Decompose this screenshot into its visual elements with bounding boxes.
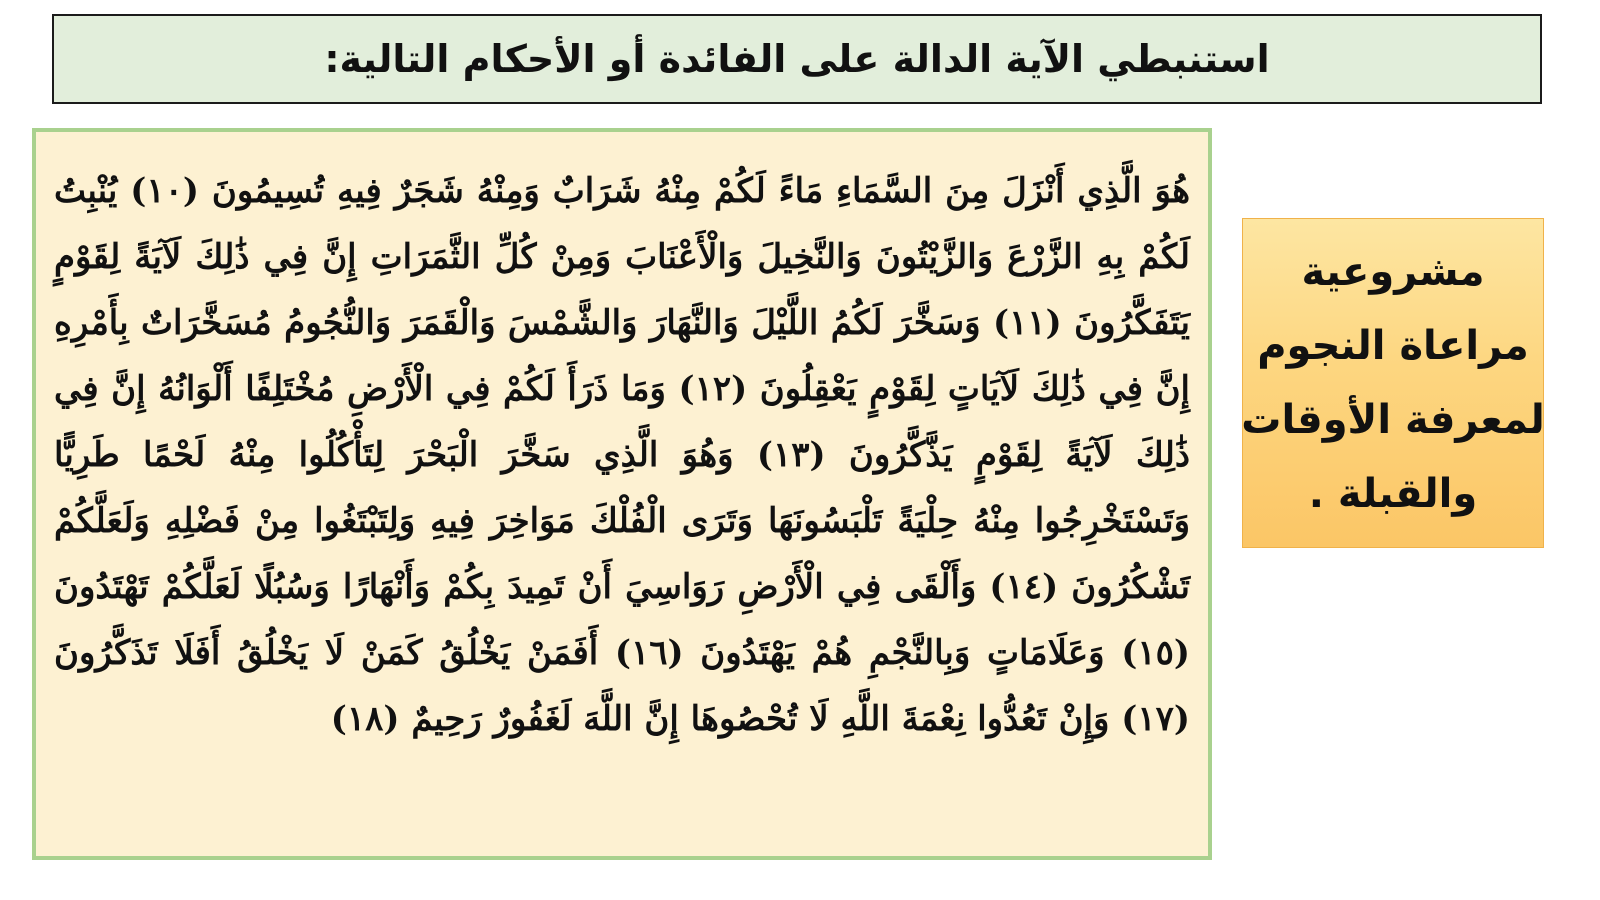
question-title: استنبطي الآية الدالة على الفائدة أو الأحكام التالية:: [324, 37, 1270, 81]
note-line-4: والقبلة .: [1308, 471, 1478, 517]
note-line-2: مراعاة النجوم: [1257, 323, 1529, 369]
note-line-1: مشروعية: [1301, 249, 1485, 295]
quran-verses-text: هُوَ الَّذِي أَنْزَلَ مِنَ السَّمَاءِ مَاءً لَكُمْ مِنْهُ شَرَابٌ وَمِنْهُ شَجَرٌ فِيهِ تُسِيمُونَ (١٠) يُنْبِتُ لَكُمْ بِهِ الزَّرْعَ وَالزَّيْتُونَ وَالنَّخِيلَ وَالْأَعْنَابَ وَمِنْ كُلِّ الثَّمَرَاتِ إِنَّ فِي ذَٰلِكَ لَآيَةً لِقَوْمٍ يَتَفَكَّرُونَ (١١) وَسَخَّرَ لَكُمُ اللَّيْلَ وَالنَّهَارَ وَالشَّمْسَ وَالْقَمَرَ وَالنُّجُومُ مُسَخَّرَاتٌ بِأَمْرِهِ إِنَّ فِي ذَٰلِكَ لَآيَاتٍ لِقَوْمٍ يَعْقِلُونَ (١٢) وَمَا ذَرَأَ لَكُمْ فِي الْأَرْضِ مُخْتَلِفًا أَلْوَانُهُ إِنَّ فِي ذَٰلِكَ لَآيَةً لِقَوْمٍ يَذَّكَّرُونَ (١٣) وَهُوَ الَّذِي سَخَّرَ الْبَحْرَ لِتَأْكُلُوا مِنْهُ لَحْمًا طَرِيًّا وَتَسْتَخْرِجُوا مِنْهُ حِلْيَةً تَلْبَسُونَهَا وَتَرَى الْفُلْكَ مَوَاخِرَ فِيهِ وَلِتَبْتَغُوا مِنْ فَضْلِهِ وَلَعَلَّكُمْ تَشْكُرُونَ (١٤) وَأَلْقَى فِي الْأَرْضِ رَوَاسِيَ أَنْ تَمِيدَ بِكُمْ وَأَنْهَارًا وَسُبُلًا لَعَلَّكُمْ تَهْتَدُونَ (١٥) وَعَلَامَاتٍ وَبِالنَّجْمِ هُمْ يَهْتَدُونَ (١٦) أَفَمَنْ يَخْلُقُ كَمَنْ لَا يَخْلُقُ أَفَلَا تَذَكَّرُونَ (١٧) وَإِنْ تَعُدُّوا نِعْمَةَ اللَّهِ لَا تُحْصُوهَا إِنَّ اللَّهَ لَغَفُورٌ رَحِيمٌ (١٨): [54, 171, 1190, 739]
question-title-box: [52, 14, 1542, 104]
note-line-3: لمعرفة الأوقات: [1241, 397, 1545, 443]
quran-verses-box: [32, 128, 1212, 860]
ruling-note-text: [1241, 235, 1544, 531]
ruling-note-box: [1242, 218, 1544, 548]
